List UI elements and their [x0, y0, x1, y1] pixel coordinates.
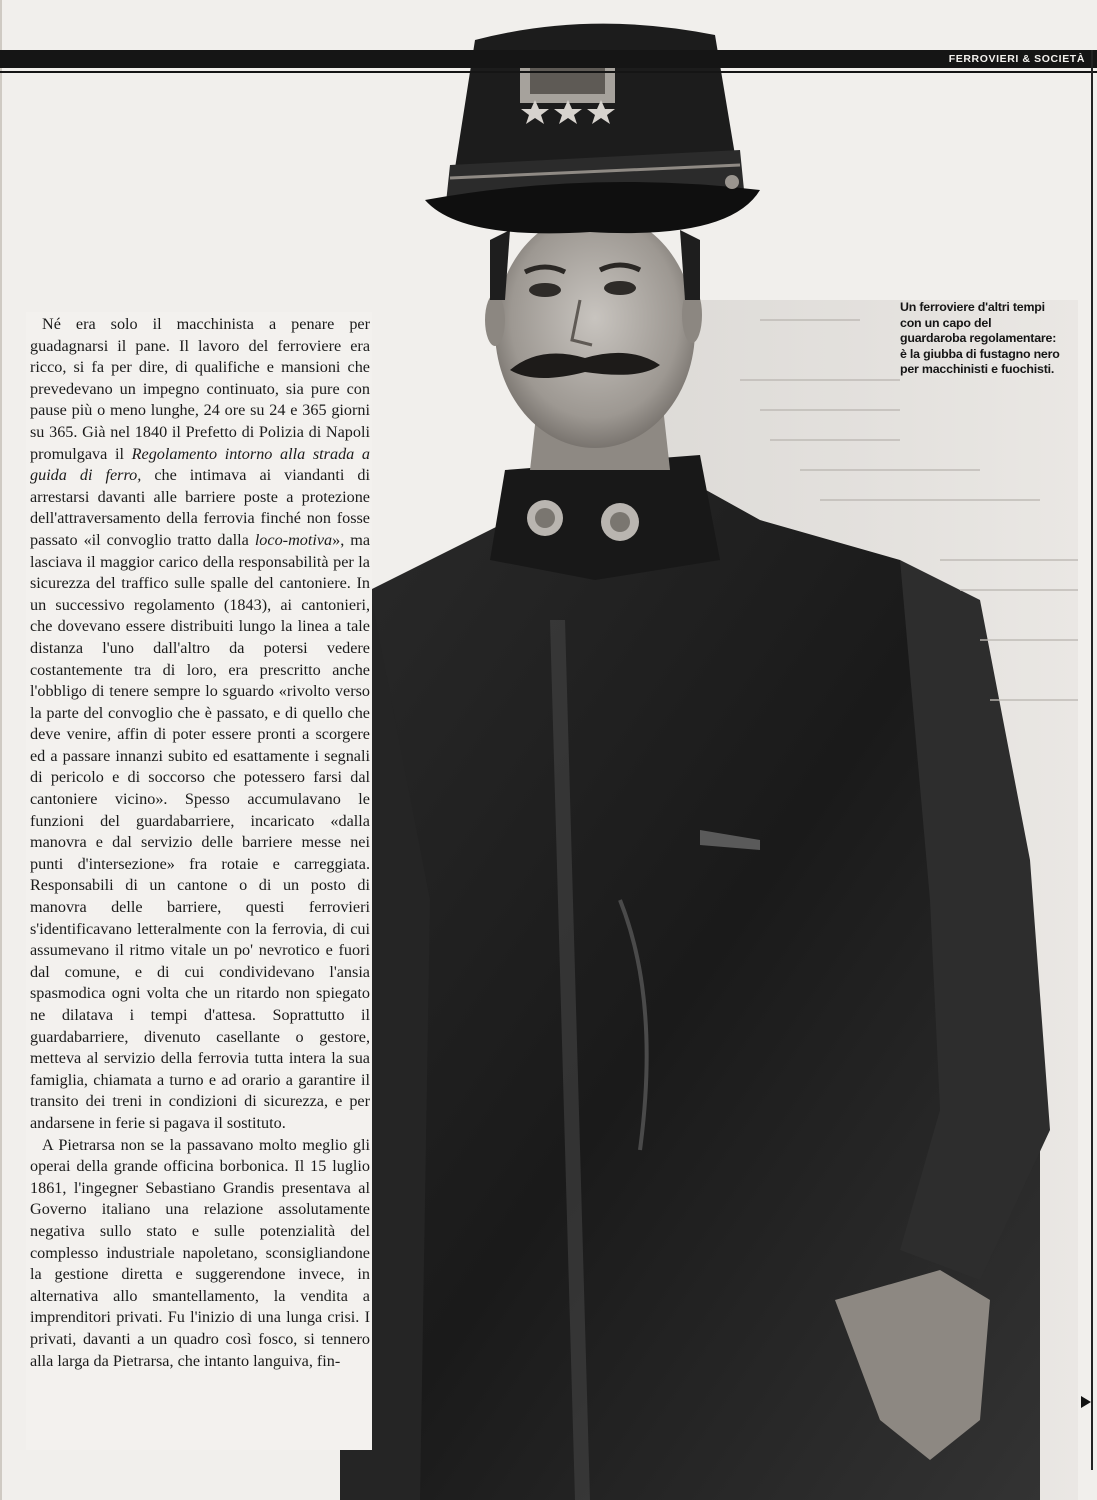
- margin-rule: [1091, 50, 1093, 1470]
- article-body: [30, 314, 370, 1372]
- paragraph-text: che intimava ai viandanti di arrestarsi davanti alle barriere poste a protezione dell'attraversamento della ferrovia finché non fosse passato «il convoglio tratto dalla: [30, 466, 370, 549]
- header-rule: [0, 71, 1097, 73]
- continue-arrow-icon: [1081, 1396, 1091, 1408]
- italic-term: loco-motiva: [254, 530, 333, 549]
- page-edge: [0, 0, 2, 1500]
- italic-title: Regolamento intorno alla strada a guida di ferro,: [30, 444, 371, 485]
- article-paragraph: [30, 314, 370, 1135]
- paragraph-text: », ma lasciava il maggior carico della responsabilità per la sicurezza del traffico sulle spalle del cantoniere. In un successivo regolamento (1843), ai cantonieri, che dovevano essere distribuiti lungo la linea a tale distanza l'uno dall'altro da potersi vedere costantemente tra di loro, era prescritto anche l'obbligo di tenere sempre lo sguardo «rivolto verso la parte del convoglio che è passato, e di quello che deve venire, affin di poter essere pronti a scorgere ed a passare innanzi subito ed esattamente i segnali di pericolo e di soccorso che potessero farsi dal cantoniere vicino». Spesso accumulavano le funzioni del guardabarriere, incaricato «dalla manovra e dal servizio delle barriere messe nei punti d'intersezione» fra rotaie e carreggiata. Responsabili di un cantone o di un posto di manovra delle barriere, questi ferrovieri s'identificavano letteralmente con la ferrovia, di cui assumevano il ritmo vitale un po' nevrotico e fuori dal comune, e di cui condividevano l'ansia spasmodica ogni volta che un ritardo non spiegato ne dilatava i tempi d'attesa. Soprattutto il guardabarriere, divenuto casellante o gestore, metteva al servizio della ferrovia tutta intera la sua famiglia, chiamata a turno e ad orario a garantire il transito dei treni in condizioni di sicurezza, e per andarsene in ferie si pagava il sostituto.: [30, 530, 370, 1132]
- photo-caption: Un ferroviere d'altri tempi con un capo del guardaroba regolamentare: è la giubba di fustagno nero per macchinisti e fuochisti.: [900, 300, 1060, 377]
- header-bar: [0, 50, 1097, 68]
- section-label: FERROVIERI & SOCIETÀ: [948, 53, 1085, 65]
- portrait-photo: [340, 0, 1078, 1500]
- paragraph-text: Né era solo il macchinista a penare per guadagnarsi il pane. Il lavoro del ferroviere era ricco, si fa per dire, di qualifiche e mansioni che prevedevano un impegno continuato, sia pure con pause più o meno lunghe, 24 ore su 24 e 365 giorni su 365. Già nel 1840 il Prefetto di Polizia di Napoli promulgava il: [30, 315, 370, 463]
- photograph-icon: [340, 0, 1078, 1500]
- article-paragraph: A Pietrarsa non se la passavano molto meglio gli operai della grande officina borbonica. Il 15 luglio 1861, l'ingegner Sebastiano Grandis presentava al Governo italiano una relazione assolutamente negativa sullo stato e sulle potenzialità del complesso industriale napoletano, sconsigliandone la gestione diretta e suggerendone invece, in alternativa allo smantellamento, la vendita a imprenditori privati. Fu l'inizio di una lunga crisi. I privati, davanti a un quadro così fosco, si tennero alla larga da Pietrarsa, che intanto languiva, fin-: [30, 1135, 370, 1370]
